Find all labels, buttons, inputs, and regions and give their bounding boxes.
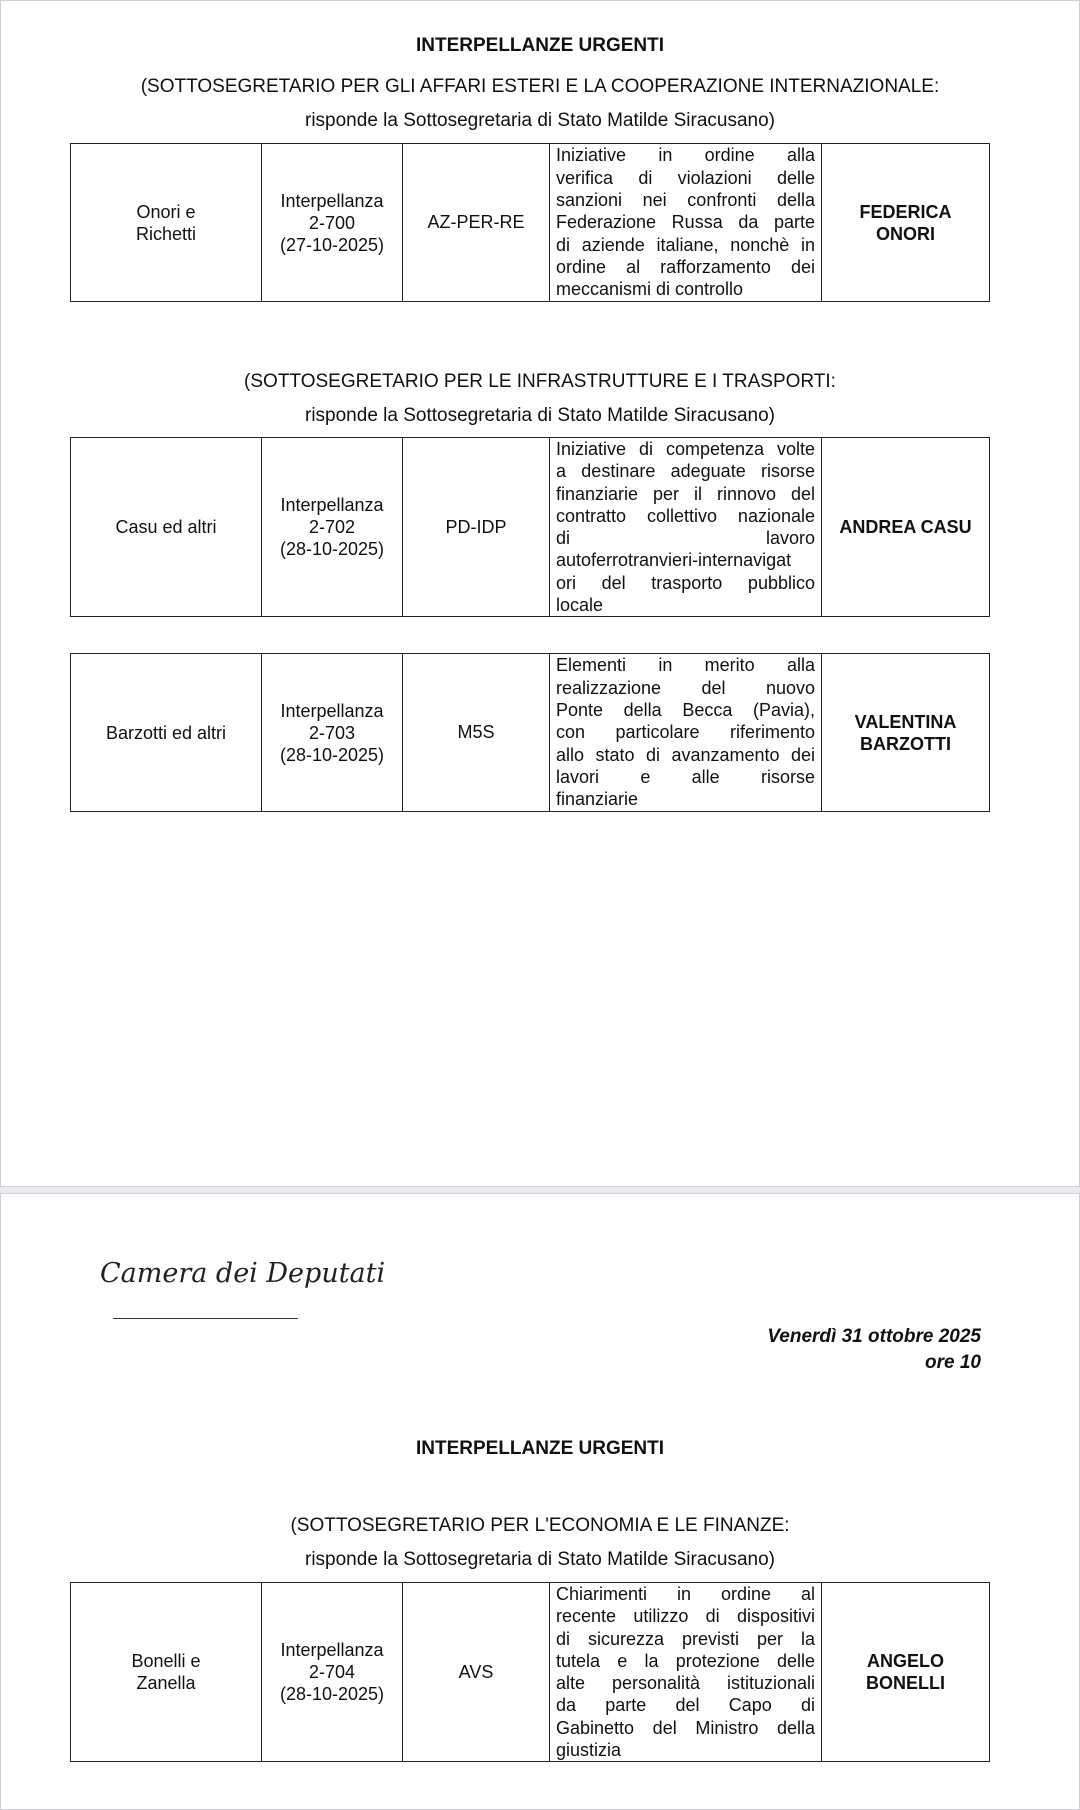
cell-line: alte personalità istituzionali [556,1673,815,1694]
cell-line: locale [556,595,604,616]
cell-line: a destinare adeguate risorse [556,461,815,482]
cell-line: 2-703 [308,722,356,743]
cell-line: sanzioni nei confronti della [556,190,815,211]
cell-line: finanziarie per il rinnovo del [556,483,815,504]
cell-line: allo stato di avanzamento dei [556,744,815,765]
cell-line: Onori e [136,201,196,222]
speaker-cell [822,654,990,812]
table-row [71,654,990,812]
cell-line: Zanella [136,1673,196,1694]
section-subtitle: risponde la Sottosegretaria di Stato Matilde Siracusano) [305,110,775,131]
cell-line: Richetti [135,223,197,244]
cell-line: ordine al rafforzamento dei [556,256,815,277]
proposers-cell [71,654,262,812]
cell-line: ANGELO [866,1651,944,1672]
cell-line: (28-10-2025) [279,1684,385,1705]
interpellanza-table [70,1582,990,1762]
interpellanza-table [70,143,990,302]
group-cell: AZ-PER-RE [403,144,550,302]
table-row [71,144,990,302]
session-date [767,1324,981,1376]
cell-line: Bonelli e [131,1651,201,1672]
section-title: (SOTTOSEGRETARIO PER LE INFRASTRUTTURE E I TRASPORTI: [244,371,836,392]
cell-line: Barzotti ed altri [105,722,227,743]
cell-line: giustizia [556,1740,622,1761]
cell-line: VALENTINA [854,711,957,732]
cell-line: (27-10-2025) [279,234,385,255]
cell-line: Federazione Russa da parte [556,212,815,233]
group-cell: PD-IDP [403,438,550,617]
section-title: (SOTTOSEGRETARIO PER L'ECONOMIA E LE FINANZE: [290,1515,790,1536]
cell-line: di aziende italiane, nonchè in [556,234,815,255]
cell-line: Iniziative in ordine alla [556,145,815,166]
cell-line: (28-10-2025) [279,539,385,560]
table-row [71,1583,990,1762]
proposers-cell [71,144,262,302]
cell-line: con particolare riferimento [556,722,815,743]
cell-line: Interpellanza [280,495,384,516]
cell-line: tutela e la protezione delle [556,1650,815,1671]
cell-line: Iniziative di competenza volte [556,439,815,459]
cell-line: da parte del Capo di [556,1695,815,1716]
speaker-cell [822,144,990,302]
interpellanza-table [70,437,990,617]
interpellanza-table [70,653,990,812]
camera-dei-deputati-logo: Camera dei Deputati [100,1258,386,1289]
cell-line: 2-700 [308,212,356,233]
cell-line: recente utilizzo di dispositivi [556,1606,815,1627]
cell-line: ANDREA CASU [839,517,972,538]
cell-line: Interpellanza [280,190,384,211]
interpellanza-cell [262,438,403,617]
subject-cell [550,1583,822,1762]
interpellanza-cell [262,1583,403,1762]
cell-line: 2-702 [308,517,356,538]
cell-line: autoferrotranvieri-internavigat [556,550,792,571]
logo-underline [113,1318,298,1319]
cell-line: ori del trasporto pubblico [556,572,815,593]
cell-line: FEDERICA [859,201,952,222]
cell-line: BARZOTTI [860,733,951,754]
cell-line: (28-10-2025) [279,744,385,765]
date-text: Venerdì 31 ottobre 2025 [767,1326,981,1347]
table-row [71,438,990,617]
cell-line: realizzazione del nuovo [556,677,815,698]
speaker-cell [822,438,990,617]
subject-cell [550,654,822,812]
proposers-cell [71,438,262,617]
group-cell: M5S [403,654,550,812]
cell-line: BONELLI [866,1673,945,1694]
cell-line: finanziarie [556,789,639,810]
interpellanza-cell [262,144,403,302]
cell-line: meccanismi di controllo [556,279,744,300]
proposers-cell [71,1583,262,1762]
cell-line: verifica di violazioni delle [556,167,815,188]
cell-line: ONORI [875,223,935,244]
page-heading: INTERPELLANZE URGENTI [415,35,665,56]
group-cell: AVS [403,1583,550,1762]
cell-line: Chiarimenti in ordine al [556,1584,815,1604]
cell-line: Casu ed altri [115,517,217,538]
section-title: (SOTTOSEGRETARIO PER GLI AFFARI ESTERI E LA COOPERAZIONE INTERNAZIONALE: [140,76,940,97]
cell-line: Ponte della Becca (Pavia), [556,700,815,721]
cell-line: Elementi in merito alla [556,655,815,676]
time-text: ore 10 [925,1352,981,1373]
subject-cell [550,144,822,302]
cell-line: lavori e alle risorse [556,766,815,787]
interpellanza-cell [262,654,403,812]
cell-line: 2-704 [308,1662,356,1683]
cell-line: di lavoro [556,528,815,549]
cell-line: Gabinetto del Ministro della [556,1717,815,1738]
cell-line: di sicurezza previsti per la [556,1628,815,1649]
cell-line: Interpellanza [280,700,384,721]
section-subtitle: risponde la Sottosegretaria di Stato Matilde Siracusano) [305,1549,775,1570]
cell-line: Interpellanza [280,1640,384,1661]
speaker-cell [822,1583,990,1762]
subject-cell [550,438,822,617]
section-subtitle: risponde la Sottosegretaria di Stato Matilde Siracusano) [305,405,775,426]
cell-line: contratto collettivo nazionale [556,505,815,526]
page-heading: INTERPELLANZE URGENTI [415,1438,665,1459]
